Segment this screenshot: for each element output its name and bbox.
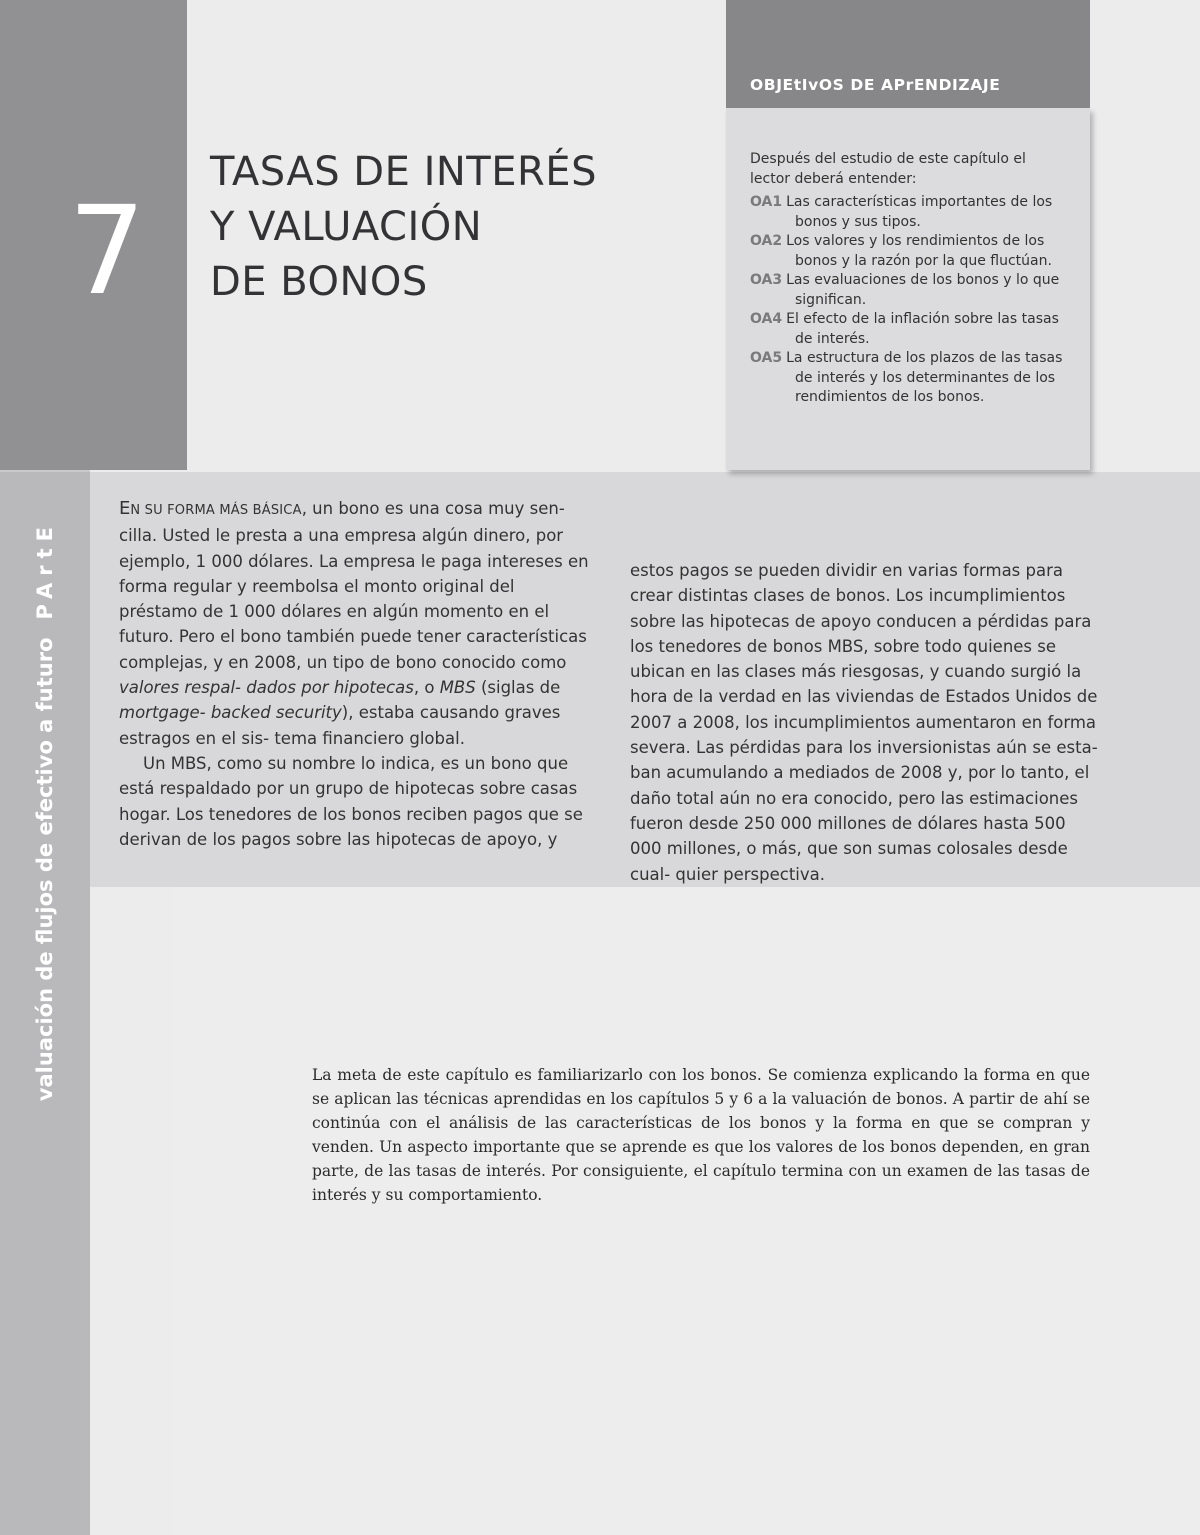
chapter-title-line: DE BONOS: [210, 259, 428, 305]
opening-paragraph-2: [119, 751, 589, 852]
opening-text: , o: [413, 678, 440, 698]
objective-item: [750, 193, 1070, 232]
chapter-title-line: TASAS DE INTERÉS: [210, 149, 597, 195]
objectives-header-label: OBJEtIvOS DE APrENDIZAJE: [750, 76, 1001, 94]
objective-item: [750, 271, 1070, 310]
part-label: [27, 520, 63, 1140]
part-label-container: [27, 520, 63, 1140]
opening-column-right: estos pagos se pueden dividir en varias formas para crear distintas clases de bonos. Los incumplimientos sobre las hipotecas de apoyo conducen a pérdidas para los tenedores de bonos MBS, sobre todo quienes se ubican en las clases más riesgosas, y cuando surgió la hora de la verdad en las viviendas de Estados Unidos de 2007 a 2008, los incumplimientos aumentaron en forma severa. Las pérdidas para los inversionistas aún se esta- ban acumulando a mediados de 2008 y, por lo tanto, el daño total aún no era conocido, pero las estimaciones fueron desde 250 000 millones de dólares hasta 500 000 millones, o más, que son sumas colosales desde cual- quier perspectiva.: [630, 561, 1098, 884]
objective-code: OA4: [750, 311, 783, 327]
objective-item: [750, 349, 1070, 408]
opening-text: , un bono es una cosa muy sen- cilla. Usted le presta a una empresa algún dinero, por ejemplo, 1 000 dólares. La empresa le paga intereses en forma regular y reembolsa el monto original del préstamo de 1 000 dólares en algún momento en el futuro. Pero el bono también puede tener características complejas, y en 2008, un tipo de bono conocido como: [119, 499, 589, 672]
objectives-list: [750, 150, 1070, 408]
part-label-text: valuación de flujos de efectivo a futuro: [33, 637, 57, 1102]
chapter-title-line: Y VALUACIÓN: [210, 204, 483, 250]
opening-text: ), estaba causando graves estragos en el sis- tema financiero global.: [119, 703, 561, 748]
opening-column-left: [119, 496, 589, 852]
objective-text: Los valores y los rendimientos de los bonos y la razón por la que fluctúan.: [786, 233, 1052, 269]
opening-text: (siglas de: [475, 678, 561, 698]
opening-smallcaps: N SU FORMA MÁS BÁSICA: [130, 503, 302, 518]
opening-term: MBS: [439, 678, 476, 698]
opening-dropcap: E: [119, 498, 131, 519]
opening-text: Un MBS, como su nombre lo indica, es un bono que está respaldado por un grupo de hipotecas sobre casas hogar. Los tenedores de los bonos reciben pagos que se derivan de los pagos sobre las hipotecas de apoyo, y: [119, 753, 583, 849]
objective-code: OA2: [750, 233, 783, 249]
chapter-summary: La meta de este capítulo es familiarizarlo con los bonos. Se comienza explicando la forma en que se aplican las técnicas aprendidas en los capítulos 5 y 6 a la valuación de bonos. A partir de ahí se continúa con el análisis de las características de los bonos y la forma en que se compran y venden. Un aspecto importante que se aprende es que los valores de los bonos dependen, en gran parte, de las tasas de interés. Por consiguiente, el capítulo termina con un examen de las tasas de interés y su comportamiento.: [312, 1066, 1090, 1204]
objective-text: Las características importantes de los bonos y sus tipos.: [786, 194, 1053, 230]
objective-item: [750, 232, 1070, 271]
opening-term: mortgage- backed security: [119, 703, 342, 723]
opening-term: valores respal- dados por hipotecas: [119, 678, 414, 698]
part-word: PArtE: [33, 520, 57, 620]
objective-code: OA1: [750, 194, 783, 210]
objective-text: Las evaluaciones de los bonos y lo que significan.: [786, 272, 1060, 308]
objective-text: La estructura de los plazos de las tasas de interés y los determinantes de los rendimientos de los bonos.: [786, 350, 1063, 405]
objective-code: OA3: [750, 272, 783, 288]
objective-item: [750, 310, 1070, 349]
lower-area: [173, 887, 1200, 1535]
chapter-number: 7: [68, 180, 146, 322]
chapter-title: [210, 145, 690, 310]
objective-code: OA5: [750, 350, 783, 366]
objectives-intro: Después del estudio de este capítulo el lector deberá entender:: [750, 151, 1026, 187]
opening-paragraph-1: [119, 496, 589, 751]
objective-text: El efecto de la inflación sobre las tasas de interés.: [786, 311, 1059, 347]
